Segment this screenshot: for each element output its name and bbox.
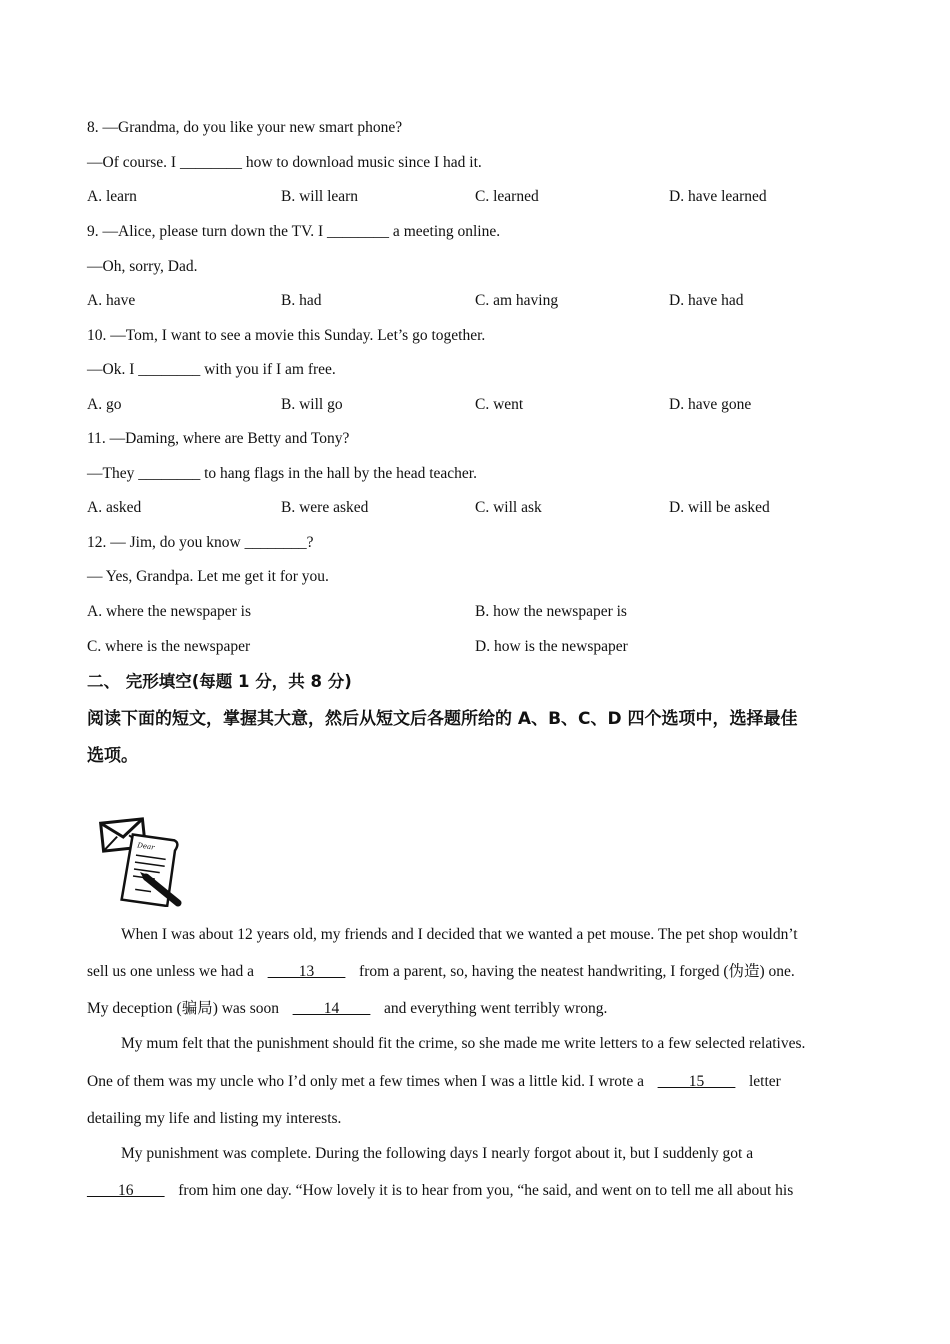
q10-option-d: D. have gone [669, 396, 752, 413]
q9-option-b: B. had [281, 292, 322, 309]
q11-stem: 11. —Daming, where are Betty and Tony? [87, 430, 350, 447]
passage-p3-line1: My punishment was complete. During the following days I nearly forgot about it, but I suddenly got a [121, 1145, 754, 1162]
passage-text: letter [749, 1073, 781, 1090]
section-title: 二、 完形填空(每题 1 分，共 8 分) [87, 672, 352, 691]
passage-p3-line2 [87, 1181, 867, 1201]
svg-text:Dear: Dear [136, 841, 156, 852]
q12-option-b: B. how the newspaper is [475, 603, 627, 620]
q8-option-a: A. learn [87, 188, 137, 205]
section-instruction-line2: 选项。 [87, 746, 138, 766]
q12-option-c: C. where is the newspaper [87, 638, 251, 655]
q8-option-b: B. will learn [281, 188, 359, 205]
q8-option-d: D. have learned [669, 188, 767, 205]
q12-stem: 12. — Jim, do you know ________? [87, 534, 314, 551]
q11-option-d: D. will be asked [669, 499, 770, 516]
passage-p1-line2 [87, 962, 867, 982]
q8-option-c: C. learned [475, 188, 539, 205]
letter-writing-icon [98, 815, 184, 907]
q8-stem: 8. —Grandma, do you like your new smart phone? [87, 119, 403, 136]
q9-answer-line: —Oh, sorry, Dad. [87, 258, 198, 275]
q11-answer-line: —They ________ to hang flags in the hall by the head teacher. [87, 465, 477, 482]
passage-p2-line2 [87, 1072, 867, 1092]
passage-text: from him one day. “How lovely it is to hear from you, “he said, and went on to tell me all about his [178, 1182, 794, 1199]
q8-answer-line: —Of course. I ________ how to download music since I had it. [87, 154, 482, 171]
q10-option-c: C. went [475, 396, 524, 413]
q9-option-c: C. am having [475, 292, 559, 309]
q9-stem: 9. —Alice, please turn down the TV. I ________ a meeting online. [87, 223, 501, 240]
q12-option-d: D. how is the newspaper [475, 638, 628, 655]
passage-text: sell us one unless we had a [87, 963, 255, 980]
passage-text: One of them was my uncle who I’d only met a few times when I was a little kid. I wrote a [87, 1073, 644, 1090]
passage-p2-line1: My mum felt that the punishment should fit the crime, so she made me write letters to a few selected relatives. [121, 1035, 806, 1052]
passage-p1-line1: When I was about 12 years old, my friends and I decided that we wanted a pet mouse. The pet shop wouldn’t [121, 926, 798, 943]
q11-option-b: B. were asked [281, 499, 369, 516]
blank-15: ____15____ [657, 1073, 736, 1090]
q12-option-a: A. where the newspaper is [87, 603, 251, 620]
blank-16: ____16____ [87, 1182, 165, 1199]
q12-answer-line: — Yes, Grandpa. Let me get it for you. [87, 568, 329, 585]
blank-13: ____13____ [267, 963, 346, 980]
q11-option-c: C. will ask [475, 499, 542, 516]
passage-text: My deception (骗局) was soon [87, 1000, 279, 1017]
section-instruction-line1: 阅读下面的短文，掌握其大意，然后从短文后各题所给的 A、B、C、D 四个选项中，选择最佳 [87, 709, 798, 729]
q10-option-b: B. will go [281, 396, 343, 413]
q10-stem: 10. —Tom, I want to see a movie this Sunday. Let’s go together. [87, 327, 486, 344]
blank-14: ____14____ [292, 1000, 371, 1017]
q9-option-d: D. have had [669, 292, 744, 309]
passage-text: from a parent, so, having the neatest handwriting, I forged (伪造) one. [359, 963, 795, 980]
q10-answer-line: —Ok. I ________ with you if I am free. [87, 361, 336, 378]
passage-text: and everything went terribly wrong. [384, 1000, 608, 1017]
q11-option-a: A. asked [87, 499, 142, 516]
q10-option-a: A. go [87, 396, 122, 413]
passage-p1-line3 [87, 999, 867, 1019]
passage-p2-line3: detailing my life and listing my interests. [87, 1110, 342, 1127]
q9-option-a: A. have [87, 292, 136, 309]
